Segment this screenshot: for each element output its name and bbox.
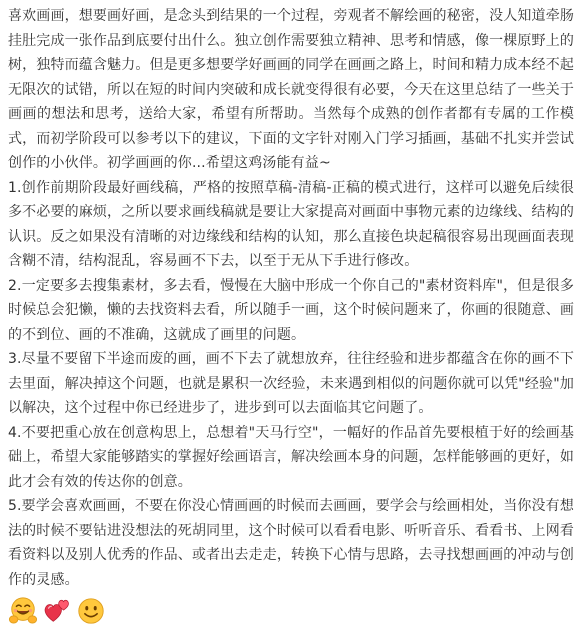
article-body <box>8 4 574 627</box>
tip-2-paragraph: 2.一定要多去搜集素材，多去看，慢慢在大脑中形成一个你自己的"素材资料库"，但是很多时候总会犯懒，懒的去找资料去看，所以随手一画，这个时候问题来了，你画的很随意、画的不到位、画的不准确，这就成了画里的问题。 <box>8 277 574 343</box>
tip-5-paragraph: 5.要学会喜欢画画，不要在你没心情画画的时候而去画画，要学会与绘画相处，当你没有想法的时候不要钻进没想法的死胡同里，这个时候可以看看电影、听听音乐、看看书、上网看看资料以及别人优秀的作品、或者出去走走，转换下心情与思路，去寻找想画画的冲动与创作的灵感。 <box>8 498 574 588</box>
intro-paragraph: 喜欢画画，想要画好画，是念头到结果的一个过程，旁观者不解绘画的秘密，没人知道牵肠挂肚完成一张作品到底要付出什么。独立创作需要独立精神、思考和情感，像一棵原野上的树，独特而蕴含魅力。但是更多想要学好画画的同学在画画之路上，时间和精力成本经不起无限次的试错，所以在短的时间内突破和成长就变得很有必要，今天在这里总结了一些关于画画的想法和思考，送给大家，希望有所帮助。当然每个成熟的创作者都有专属的工作模式，而初学阶段可以参考以下的建议，下面的文字针对刚入门学习插画，基础不扎实并尝试创作的小伙伴。初学画画的你...希望这鸡汤能有益~ <box>8 8 574 171</box>
emoji-row <box>8 595 574 627</box>
tip-3-paragraph: 3.尽量不要留下半途而废的画，画不下去了就想放弃，往往经验和进步都蕴含在你的画不下去里面，解决掉这个问题，也就是累积一次经验，未来遇到相似的问题你就可以凭"经验"加以解决，这个过程中你已经进步了，进步到可以去面临其它问题了。 <box>8 351 574 416</box>
tip-4-paragraph: 4.不要把重心放在创意构思上，总想着"天马行空"，一幅好的作品首先要根植于好的绘画基础上，希望大家能够踏实的掌握好绘画语言，解决绘画本身的问题，怎样能够画的更好，如此才会有效的传达你的创意。 <box>8 424 574 490</box>
tip-1-paragraph: 1.创作前期阶段最好画线稿，严格的按照草稿-清稿-正稿的模式进行，这样可以避免后续很多不必要的麻烦，之所以要求画线稿就是要让大家提高对画面中事物元素的边缘线、结构的认识。反之如果没有清晰的对边缘线和结构的认知，那么直接色块起稿很容易出现画面表现含糊不清，结构混乱，容易画不下去，以至于无从下手进行修改。 <box>8 179 574 269</box>
